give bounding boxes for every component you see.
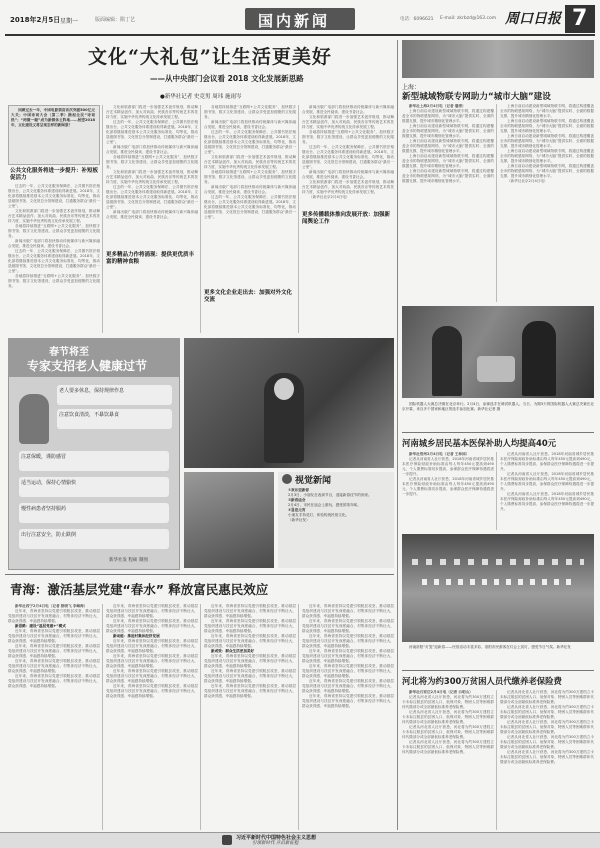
photo-figure-face [274, 378, 294, 400]
lead-subhead-4: 更多传播载体推向发展开放：加强新闻舆论工作 [302, 212, 394, 226]
infographic-item-6: 出行注意安全，防止跌倒 [19, 529, 169, 549]
lantern-row [412, 559, 584, 565]
robot-figure-2 [522, 321, 556, 396]
header-phone: 电话：6096621 [400, 17, 434, 22]
lead-subhead-1: 公共文化服务将进一步提升：补短板促活力 [10, 168, 99, 181]
lead-subhead-3: 更多文化企业走出去：加强对外文化交流 [204, 290, 296, 304]
infographic-item-3: 注意保暖，谨防感冒 [19, 451, 169, 471]
lead-subhead-2: 更多精品力作将涌现：提供更优质丰富的精神食粮 [106, 252, 198, 266]
footer-sub: 引领新时代 开启新征程 [252, 841, 299, 846]
photo-news-panel [278, 472, 394, 568]
shanghai-col-2: 上海日前启动建设新型城域物联专网，将通过构建覆盖全市的物联感知网络，为“城市大脑”提供实时、全面的数据支撑，提升城市精细化管理水平。 上海日前启动建设新型城域物联专网，将通过构建覆盖全市的物联感知网络，为“城市大脑”提供实时、全面的数据支撑，提升城市精细化管理水平。 上海日前启动建设新型城域物联专网，将通过构建覆盖全市的物联感知网络，为“城市大脑”提供实时、全面的数据支撑，提升城市精细化管理水平。 上海日前启动建设新型城域物联专网，将通过构建覆盖全市的物联感知网络，为“城市大脑”提供实时、全面的数据支撑，提升城市精细化管理水平。 上海日前启动建设新型城域物联专网，将通过构建覆盖全市的物联感知网络，为“城市大脑”提供实时、全面的数据支撑，提升城市精细化管理水平。 （新华社北京2月4日电） [500, 104, 594, 183]
lead-col-4: 新闻出版广电部门将加快推动传统媒体与新兴媒体融合发展，推进全民阅读，建设书香社会。 文化和旅游部门将进一步加强艺术创作规划，推动舞台艺术精品创作，加大对戏曲、民族音乐等传统艺术的扶持力度，实施中华优秀传统文化传承发展工程。 各地将持续推进“互联网+公共文化服务”，加快数字图书馆、数字文化馆建设，让群众享受更加便捷的文化服务。 过去的一年，公共文化服务保障法、公共图书馆法相继出台，公共文化服务体系建设取得新进展。2018年，文化部将继续推进基本公共文化服务标准化、均等化，推动县级图书馆、文化馆总分馆制建设，打通服务群众“最后一公里”。 新闻出版广电部门将加快推动传统媒体与新兴媒体融合发展，推进全民阅读，建设书香社会。 文化和旅游部门将进一步加强艺术创作规划，推动舞台艺术精品创作，加大对戏曲、民族音乐等传统艺术的扶持力度，实施中华优秀传统文化传承发展工程。 （新华社北京2月4日电） [302, 105, 394, 199]
lead-intro: 回顾过去一年，中国电影票房首次突破500亿元大关；中国诗词大会（第二季）掀起全民“诗词热”；“两微一端”成为新媒体主阵地……展望2018年，文化建设又将呈现怎样的新图景？ [11, 108, 95, 127]
shanghai-title: 新型城域物联专网助力“城市大脑”建设 [402, 92, 551, 102]
shanghai-col-1: 新华社上海2月4日电（记者 潘清） 上海日前启动建设新型城域物联专网，将通过构建覆盖全市的物联感知网络，为“城市大脑”提供实时、全面的数据支撑，提升城市精细化管理水平。 上海日前启动建设新型城域物联专网，将通过构建覆盖全市的物联感知网络，为“城市大脑”提供实时、全面的数据支撑，提升城市精细化管理水平。 上海日前启动建设新型城域物联专网，将通过构建覆盖全市的物联感知网络，为“城市大脑”提供实时、全面的数据支撑，提升城市精细化管理水平。 上海日前启动建设新型城域物联专网，将通过构建覆盖全市的物联感知网络，为“城市大脑”提供实时、全面的数据支撑，提升城市精细化管理水平。 上海日前启动建设新型城域物联专网，将通过构建覆盖全市的物联感知网络，为“城市大脑”提供实时、全面的数据支撑，提升城市精细化管理水平。 [402, 104, 494, 183]
page-header [0, 0, 600, 38]
lead-col-1: 过去的一年，公共文化服务保障法、公共图书馆法相继出台，公共文化服务体系建设取得新进展。2018年，文化部将继续推进基本公共文化服务标准化、均等化，推动县级图书馆、文化馆总分馆制建设，打通服务群众“最后一公里”。 文化和旅游部门将进一步加强艺术创作规划，推动舞台艺术精品创作，加大对戏曲、民族音乐等传统艺术的扶持力度，实施中华优秀传统文化传承发展工程。 各地将持续推进“互联网+公共文化服务”，加快数字图书馆、数字文化馆建设，让群众享受更加便捷的文化服务。 新闻出版广电部门将加快推动传统媒体与新兴媒体融合发展，推进全民阅读，建设书香社会。 过去的一年，公共文化服务保障法、公共图书馆法相继出台，公共文化服务体系建设取得新进展。2018年，文化部将继续推进基本公共文化服务标准化、均等化，推动县级图书馆、文化馆总分馆制建设，打通服务群众“最后一公里”。 各地将持续推进“互联网+公共文化服务”，加快数字图书馆、数字文化馆建设，让群众享受更加便捷的文化服务。 [8, 184, 100, 288]
photo-news-main [184, 338, 394, 468]
infographic-item-2: 注意饮食清淡，不暴饮暴食 [57, 409, 172, 429]
header-weekday: 星期一 [60, 18, 79, 25]
photo-news-label: 视觉新闻 [295, 476, 332, 486]
shanghai-kicker: 上海： [402, 84, 421, 91]
page-footer [0, 832, 600, 848]
section-title: 国内新闻 [258, 12, 331, 30]
robot-photo [402, 306, 594, 398]
infographic-headline: 专家支招老人健康过节 [27, 359, 148, 373]
infographic [8, 338, 180, 570]
henan-title: 河南城乡居民基本医保补助人均提高40元 [402, 438, 557, 448]
hebei-col-1: 新华社石家庄2月4日电（记者 白明山） 记者从河北省人社厅获悉，河北将为约300万建档立卡未标注脱贫的贫困人口、低保对象、特困人员等困难群体代缴部分或全部最低标准养老保险费。 记者从河北省人社厅获悉，河北将为约300万建档立卡未标注脱贫的贫困人口、低保对象、特困人员等困难群体代缴部分或全部最低标准养老保险费。 记者从河北省人社厅获悉，河北将为约300万建档立卡未标注脱贫的贫困人口、低保对象、特困人员等困难群体代缴部分或全部最低标准养老保险费。 记者从河北省人社厅获悉，河北将为约300万建档立卡未标注脱贫的贫困人口、低保对象、特困人员等困难群体代缴部分或全部最低标准养老保险费。 [402, 690, 494, 754]
footer-emblem-icon [222, 835, 232, 845]
photo-news-icon [282, 474, 292, 484]
page-number: 7 [572, 6, 588, 31]
qinghai-col-2: 近年来，青海省坚持以党建引领脱贫攻坚，推动基层党组织建设与扶贫开发深度融合，村集体经济不断壮大，群众获得感、幸福感持续增强。 近年来，青海省坚持以党建引领脱贫攻坚，推动基层党组织建设与扶贫开发深度融合，村集体经济不断壮大，群众获得感、幸福感持续增强。 新动能：推进村集体经济发展 近年来，青海省坚持以党建引领脱贫攻坚，推动基层党组织建设与扶贫开发深度融合，村集体经济不断壮大，群众获得感、幸福感持续增强。 近年来，青海省坚持以党建引领脱贫攻坚，推动基层党组织建设与扶贫开发深度融合，村集体经济不断壮大，群众获得感、幸福感持续增强。 近年来，青海省坚持以党建引领脱贫攻坚，推动基层党组织建设与扶贫开发深度融合，村集体经济不断壮大，群众获得感、幸福感持续增强。 近年来，青海省坚持以党建引领脱贫攻坚，推动基层党组织建设与扶贫开发深度融合，村集体经济不断壮大，群众获得感、幸福感持续增强。 [106, 604, 198, 698]
robot-photo-caption: 国际机器人大赛总决赛在北京举行。2月4日，参赛选手在调试机器人。当日，为期3天的国际机器人大赛总决赛在北京开幕，来自多个国家和地区的选手参加比赛。新华社记者 摄 [402, 402, 594, 411]
hebei-col-2: 记者从河北省人社厅获悉，河北将为约300万建档立卡未标注脱贫的贫困人口、低保对象、特困人员等困难群体代缴部分或全部最低标准养老保险费。 记者从河北省人社厅获悉，河北将为约300万建档立卡未标注脱贫的贫困人口、低保对象、特困人员等困难群体代缴部分或全部最低标准养老保险费。 记者从河北省人社厅获悉，河北将为约300万建档立卡未标注脱贫的贫困人口、低保对象、特困人员等困难群体代缴部分或全部最低标准养老保险费。 记者从河北省人社厅获悉，河北将为约300万建档立卡未标注脱贫的贫困人口、低保对象、特困人员等困难群体代缴部分或全部最低标准养老保险费。 记者从河北省人社厅获悉，河北将为约300万建档立卡未标注脱贫的贫困人口、低保对象、特困人员等困难群体代缴部分或全部最低标准养老保险费。 [500, 690, 594, 764]
lead-byline: ●新华社记者 史竞男 周玮 施雨岑 [160, 94, 242, 100]
infographic-figure [19, 394, 49, 444]
lantern-photo [402, 534, 594, 642]
lead-col-2: 文化和旅游部门将进一步加强艺术创作规划，推动舞台艺术精品创作，加大对戏曲、民族音乐等传统艺术的扶持力度，实施中华优秀传统文化传承发展工程。 过去的一年，公共文化服务保障法、公共图书馆法相继出台，公共文化服务体系建设取得新进展。2018年，文化部将继续推进基本公共文化服务标准化、均等化，推动县级图书馆、文化馆总分馆制建设，打通服务群众“最后一公里”。 新闻出版广电部门将加快推动传统媒体与新兴媒体融合发展，推进全民阅读，建设书香社会。 各地将持续推进“互联网+公共文化服务”，加快数字图书馆、数字文化馆建设，让群众享受更加便捷的文化服务。 文化和旅游部门将进一步加强艺术创作规划，推动舞台艺术精品创作，加大对戏曲、民族音乐等传统艺术的扶持力度，实施中华优秀传统文化传承发展工程。 过去的一年，公共文化服务保障法、公共图书馆法相继出台，公共文化服务体系建设取得新进展。2018年，文化部将继续推进基本公共文化服务标准化、均等化，推动县级图书馆、文化馆总分馆制建设，打通服务群众“最后一公里”。 新闻出版广电部门将加快推动传统媒体与新兴媒体融合发展，推进全民阅读，建设书香社会。 [106, 105, 198, 219]
header-editor: 版面编辑：隋丁艺 [95, 17, 136, 23]
lead-title: 文化“大礼包”让生活更美好 [88, 46, 332, 68]
header-date: 2018年2月5日 [10, 16, 61, 24]
qinghai-col-3: 近年来，青海省坚持以党建引领脱贫攻坚，推动基层党组织建设与扶贫开发深度融合，村集体经济不断壮大，群众获得感、幸福感持续增强。 近年来，青海省坚持以党建引领脱贫攻坚，推动基层党组织建设与扶贫开发深度融合，村集体经济不断壮大，群众获得感、幸福感持续增强。 近年来，青海省坚持以党建引领脱贫攻坚，推动基层党组织建设与扶贫开发深度融合，村集体经济不断壮大，群众获得感、幸福感持续增强。 新成效：群众生活更加美好 近年来，青海省坚持以党建引领脱贫攻坚，推动基层党组织建设与扶贫开发深度融合，村集体经济不断壮大，群众获得感、幸福感持续增强。 近年来，青海省坚持以党建引领脱贫攻坚，推动基层党组织建设与扶贫开发深度融合，村集体经济不断壮大，群众获得感、幸福感持续增强。 近年来，青海省坚持以党建引领脱贫攻坚，推动基层党组织建设与扶贫开发深度融合，村集体经济不断壮大，群众获得感、幸福感持续增强。 [204, 604, 296, 698]
robot-figure-1 [432, 326, 462, 396]
lead-subtitle: ——从中央部门会议看 2018 文化发展新思路 [150, 74, 304, 83]
photo-news-captions: ①欢乐迎新春 2月3日，小朋友在表演节目，迎接新春佳节的到来。 ②新春庙会 2月4日，市民在庙会上游玩，感受浓浓年味。 ③喜迎元宵 小朋友手持花灯，体验传统民俗文化。 （新华社发） [288, 488, 372, 522]
lantern-row-2 [422, 579, 572, 585]
header-email: E-mail: zkrbzd@163.com [440, 16, 497, 21]
qinghai-col-1: 新华社西宁2月4日电（记者 骆晓飞 李琳海） 近年来，青海省坚持以党建引领脱贫攻坚，推动基层党组织建设与扶贫开发深度融合，村集体经济不断壮大，群众获得感、幸福感持续增强。 新思路：建设“基层党建+”模式 近年来，青海省坚持以党建引领脱贫攻坚，推动基层党组织建设与扶贫开发深度融合，村集体经济不断壮大，群众获得感、幸福感持续增强。 近年来，青海省坚持以党建引领脱贫攻坚，推动基层党组织建设与扶贫开发深度融合，村集体经济不断壮大，群众获得感、幸福感持续增强。 近年来，青海省坚持以党建引领脱贫攻坚，推动基层党组织建设与扶贫开发深度融合，村集体经济不断壮大，群众获得感、幸福感持续增强。 近年来，青海省坚持以党建引领脱贫攻坚，推动基层党组织建设与扶贫开发深度融合，村集体经济不断壮大，群众获得感、幸福感持续增强。 [8, 604, 100, 688]
footer-slogan: 习近平新时代中国特色社会主义思想 [236, 835, 317, 841]
newspaper-logo: 周口日报 [505, 11, 561, 27]
right-top-banner [402, 40, 594, 78]
infographic-item-1: 老人要多休息，保持规律作息 [57, 385, 172, 405]
infographic-item-5: 慢性病患者坚持服药 [19, 503, 169, 523]
henan-col-1: 新华社郑州2月4日电（记者 王林园） 记者从河南省人社厅获悉，2018年河南省城乡居民基本医疗保险财政补助标准由每人每年450元提高到490元，个人缴费标准同步提高，参保群众医疗保障待遇将进一步提升。 记者从河南省人社厅获悉，2018年河南省城乡居民基本医疗保险财政补助标准由每人每年450元提高到490元，个人缴费标准同步提高，参保群众医疗保障待遇将进一步提升。 [402, 452, 494, 496]
lantern-photo-caption: 河南洛阳“灯笼”迎新春——民俗活动丰富多彩，洛阳市民游客在灯会上赏灯，感受节日气氛。新华社发 [409, 645, 571, 649]
infographic-item-4: 适当运动，保持心情愉快 [19, 477, 169, 497]
robot-device [477, 356, 515, 382]
qinghai-title: 青海：激活基层党建“春水” 释放富民惠民效应 [10, 582, 269, 597]
photo-news-left [184, 472, 274, 568]
hebei-title: 河北将为约300万贫困人员代缴养老保险费 [402, 676, 562, 686]
infographic-title: 春节将至 [49, 347, 89, 358]
qinghai-col-4: 近年来，青海省坚持以党建引领脱贫攻坚，推动基层党组织建设与扶贫开发深度融合，村集体经济不断壮大，群众获得感、幸福感持续增强。 近年来，青海省坚持以党建引领脱贫攻坚，推动基层党组织建设与扶贫开发深度融合，村集体经济不断壮大，群众获得感、幸福感持续增强。 近年来，青海省坚持以党建引领脱贫攻坚，推动基层党组织建设与扶贫开发深度融合，村集体经济不断壮大，群众获得感、幸福感持续增强。 近年来，青海省坚持以党建引领脱贫攻坚，推动基层党组织建设与扶贫开发深度融合，村集体经济不断壮大，群众获得感、幸福感持续增强。 近年来，青海省坚持以党建引领脱贫攻坚，推动基层党组织建设与扶贫开发深度融合，村集体经济不断壮大，群众获得感、幸福感持续增强。 近年来，青海省坚持以党建引领脱贫攻坚，推动基层党组织建设与扶贫开发深度融合，村集体经济不断壮大，群众获得感、幸福感持续增强。 近年来，青海省坚持以党建引领脱贫攻坚，推动基层党组织建设与扶贫开发深度融合，村集体经济不断壮大，群众获得感、幸福感持续增强。 [302, 604, 394, 708]
henan-col-2: 记者从河南省人社厅获悉，2018年河南省城乡居民基本医疗保险财政补助标准由每人每年450元提高到490元，个人缴费标准同步提高，参保群众医疗保障待遇将进一步提升。 记者从河南省人社厅获悉，2018年河南省城乡居民基本医疗保险财政补助标准由每人每年450元提高到490元，个人缴费标准同步提高，参保群众医疗保障待遇将进一步提升。 记者从河南省人社厅获悉，2018年河南省城乡居民基本医疗保险财政补助标准由每人每年450元提高到490元，个人缴费标准同步提高，参保群众医疗保障待遇将进一步提升。 [500, 452, 594, 511]
infographic-credit: 新华社发 程硕 制图 [109, 558, 148, 563]
lead-col-3: 各地将持续推进“互联网+公共文化服务”，加快数字图书馆、数字文化馆建设，让群众享受更加便捷的文化服务。 新闻出版广电部门将加快推动传统媒体与新兴媒体融合发展，推进全民阅读，建设书香社会。 过去的一年，公共文化服务保障法、公共图书馆法相继出台，公共文化服务体系建设取得新进展。2018年，文化部将继续推进基本公共文化服务标准化、均等化，推动县级图书馆、文化馆总分馆制建设，打通服务群众“最后一公里”。 文化和旅游部门将进一步加强艺术创作规划，推动舞台艺术精品创作，加大对戏曲、民族音乐等传统艺术的扶持力度，实施中华优秀传统文化传承发展工程。 各地将持续推进“互联网+公共文化服务”，加快数字图书馆、数字文化馆建设，让群众享受更加便捷的文化服务。 新闻出版广电部门将加快推动传统媒体与新兴媒体融合发展，推进全民阅读，建设书香社会。 过去的一年，公共文化服务保障法、公共图书馆法相继出台，公共文化服务体系建设取得新进展。2018年，文化部将继续推进基本公共文化服务标准化、均等化，推动县级图书馆、文化馆总分馆制建设，打通服务群众“最后一公里”。 [204, 105, 296, 219]
